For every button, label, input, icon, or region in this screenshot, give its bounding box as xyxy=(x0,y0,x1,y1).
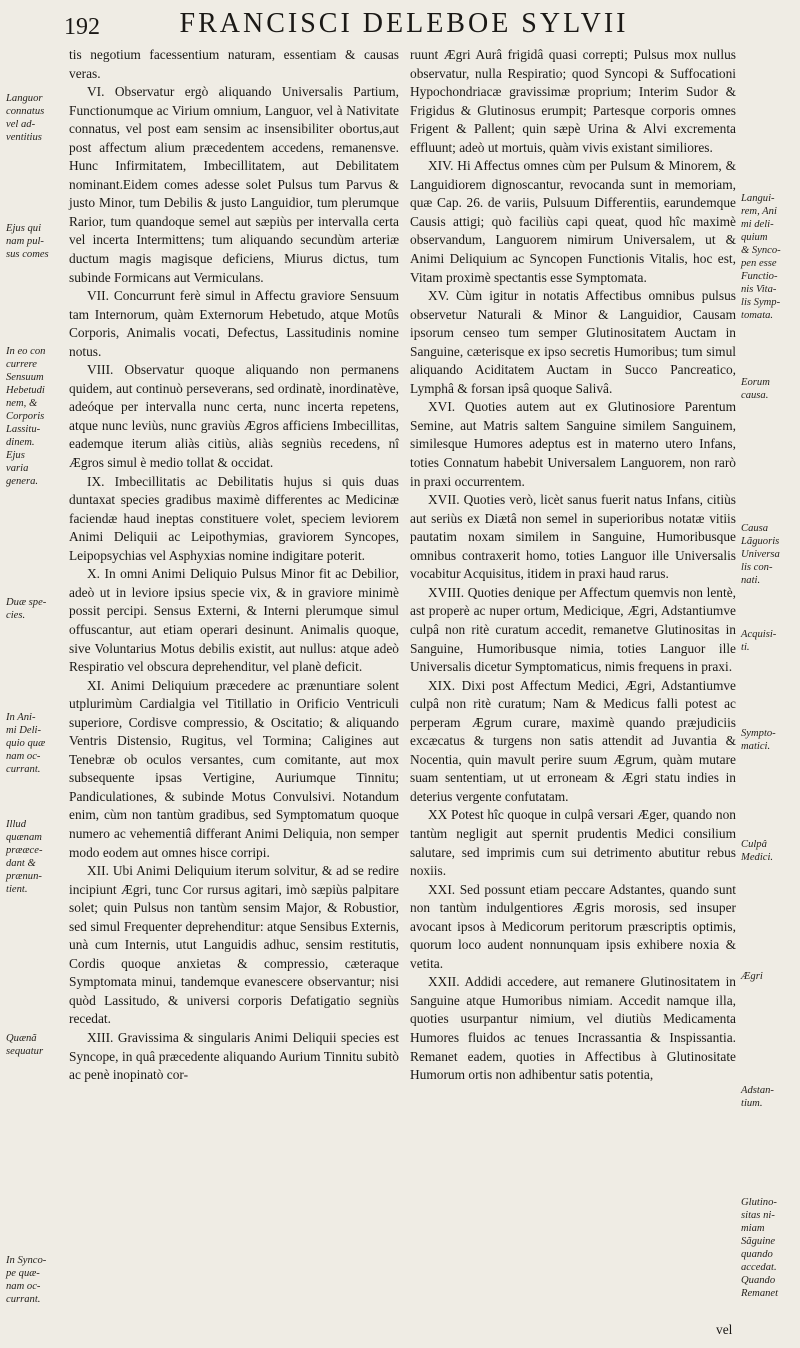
margin-note: Eorum causa. xyxy=(741,377,770,401)
catchword: vel xyxy=(716,1322,733,1337)
paragraph: XIV. Hi Affectus omnes cùm per Pulsum & Minorem, & Languidiorem dignoscantur, revocanda sunt in memoriam, quæ Cap. 26. de variis, Pulsuum Differentiis, earundemque Causis attigi; quò faciliùs capi queat, quod hîc maximè observandum, Languorem nimirum Universalem, ut & Animi Deliquium ac Syncopen Functionis Vitalis, hoc est, Vitam proximè spectantis esse Symptomata. xyxy=(410,158,736,285)
paragraph: XVIII. Quoties denique per Affectum quemvis non lentè, ast properè ac nuper ortum, Medicique, Ægri, Adstantiumve culpâ non ritè curatum accedit, remanetve Glutinositas in Sanguine, Humoribusque nimia, toties Languor ille Universalis dicetur Symptomaticus, nimis frequens in praxi. xyxy=(410,584,736,675)
margin-note: Glutino- sitas ni- miam Sãguine quando accedat. Quando Remanet xyxy=(741,1197,779,1299)
right-text-column xyxy=(410,46,736,1085)
paragraph: X. In omni Animi Deliquio Pulsus Minor fit ac Debilior, adeò ut in leviore ipsius specie vix, & in graviore minimè possit percipi. Sensus Externi, & Interni plerumque simul offuscantur, aut etiam operari desinunt. Animalis quoque, sive Voluntarius Motus debilis existit, aut nullus: atque adeò Respiratio vel obscura deprehenditur, vel planè deficit. xyxy=(69,566,399,675)
margin-note: Culpâ Medici. xyxy=(741,839,774,863)
margin-note: Causa Lãguoris Universa lis con- nati. xyxy=(741,523,780,586)
paragraph: XI. Animi Deliquium præcedere ac prænuntiare solent utplurimùm Cardialgia vel Titillatio in Orificio Ventriculi superiore, Cordisve compressio, & Oscitatio; & aliquando Ventris Distensio, Rugitus, vel Tormina; Caligines aut Tenebræ ob oculos versantes, cum comitante, aut mox subsequente ipsas Vertigine, Auriumque Tinnitu; Pandiculationes, & subinde Motus Convulsivi. Notandum enim, cùm non tantùm gradibus, sed Symptomatum quoque numero ac vehementiâ differant Animi Deliquia, non semper modo eodem aut omnes hisce corripi. xyxy=(69,677,399,860)
page-header xyxy=(0,0,800,52)
margin-note: Sympto- matici. xyxy=(741,728,776,752)
margin-note: In Ani- mi Deli- quio quæ nam oc- currant. xyxy=(6,712,46,775)
margin-note: Acquisi- ti. xyxy=(741,629,777,653)
margin-note: In Synco- pe quæ- nam oc- currant. xyxy=(6,1255,47,1305)
paragraph: XXII. Addidi accedere, aut remanere Glutinositatem in Sanguine atque Humoribus nimiam. Accedit namque illa, quoties usurpantur nimium, vel diutiùs Medicamenta Humores fluidos ac tenues Incrassantia & Inspissantia. Remanet eadem, quoties in Affectibus à Glutinositate Humorum ortis non adhibentur satis potentia, xyxy=(410,974,736,1083)
paragraph: XX Potest hîc quoque in culpâ versari Æger, quando non tantùm negligit aut spernit prudentis Medici consilium salutare, sed imprimis cum sui detrimento abutitur rebus noxiis. xyxy=(410,807,736,879)
margin-note: Languor connatus vel ad- ventitius xyxy=(6,93,45,143)
running-title: FRANCISCI DELEBOE SYLVII xyxy=(179,8,629,39)
paragraph: VI. Observatur ergò aliquando Universalis Partium, Functionumque ac Virium omnium, Languor, vel à Nativitate connatus, vel post eam sensim ac insensibiliter obortus,aut post affectum alium præcedentem accedens, remanensve. Hunc Infirmitatem, Imbecillitatem, aut Debilitatem nominant.Eidem comes adesse solet Pulsus tum Parvus & justo Minor, tum Debilis & justo Languidior, tum plerumque Rarior, tum quandoque semel aut sæpiùs per intervalla certa vel incerta Intermittens; tum aliquando secundùm arteriæ ductum magis magisque deficiens, Miurus dictus, tum subinde Formicans aut Vermiculans. xyxy=(69,84,399,285)
margin-note: Adstan- tium. xyxy=(741,1085,774,1109)
paragraph: ruunt Ægri Aurâ frigidâ quasi correpti; Pulsus mox nullus observatur, nulla Respiratio; quod Syncopi & Suffocationi Hypochondriacæ gravissimæ proprium; Interim Sudor & Frigidus & Glutinosus erumpit; Partesque corporis omnes Frigent & Pallent; quin sæpè Urina & Alvi excrementa effluunt; adeò ut mortuis, quàm vivis existant similiores. xyxy=(410,47,736,155)
margin-note: Illud quænam prææce- dant & prænun- tient. xyxy=(6,819,43,895)
paragraph: XXI. Sed possunt etiam peccare Adstantes, quando sunt non tantùm indulgentiores Ægris morosis, sed insuper avocant ipsos à Medicorum peritorum præscriptis optimis, quorum loco audent nonnunquam ipsis exhibere noxia & vetita. xyxy=(410,881,736,971)
paragraph: XVII. Quoties verò, licèt sanus fuerit natus Infans, citiùs aut seriùs ex Diætâ non semel in superioribus notatæ vitiis pautatim noxam similem in Sanguine, Humoribusque omnibus contraxerit homo, toties Languor ille Universalis vocabitur Acquisitus, itidem in praxi haud rarus. xyxy=(410,492,736,582)
paragraph: XVI. Quoties autem aut ex Glutinosiore Parentum Semine, aut Matris saltem Sanguine similem Sanguinem, similesque Humores adeptus est in materno utero Infans, toties Connatum habebit Universalem Languorem, non rarò in praxi occurrentem. xyxy=(410,399,736,489)
margin-note: Ejus qui nam pul- sus comes xyxy=(6,223,49,260)
margin-note: Ægri xyxy=(741,971,763,982)
paragraph: XV. Cùm igitur in notatis Affectibus omnibus pulsus observetur Naturali & Minor & Languidior, Causam ipsorum censeo tum semper Glutinositatem Auctam in Sanguine, cæterisque ex ipso secretis Humoribus; tum simul aliquando Aciditatem Auctam in Succo Pancreatico, Lymphâ & forsan ipsâ quoque Salivâ. xyxy=(410,288,736,396)
margin-note: Langui- rem, Ani mi deli- quium & Synco- pen esse Functio- nis Vita- lis Symp- tomata. xyxy=(741,193,781,321)
margin-note: Quænã sequatur xyxy=(6,1033,44,1057)
paragraph: IX. Imbecillitatis ac Debilitatis hujus si quis duas duntaxat species gradibus maximè differentes ac Medicinæ faciendæ haud ineptas constituere volet, speciem leviorem Animi Deliquii ac Leipothymias, graviorem Syncopes, Leipopsychias vel Asphyxias nomine indigitare poterit. xyxy=(69,473,399,563)
paragraph: XIX. Dixi post Affectum Medici, Ægri, Adstantiumve culpâ non ritè curatum; Nam & Medicus falli potest ac perperam Ægrum curare, maximè quando præjudiciis excæcatus & turgens non satis attendit ad Juvantia & Nocentia, quin mavult perire suum Ægrum, quàm mutare suam sententiam, ut ut erroneam & Ægri statu indies in deterius vergente confutatam. xyxy=(410,677,736,804)
paragraph: XII. Ubi Animi Deliquium iterum solvitur, & ad se redire incipiunt Ægri, tunc Cor rursus agitari, imò sæpiùs palpitare solet; quin Pulsus non tantùm sensim Major, & Robustior, sed simul Frequenter deprehenditur: atque Sensibus Externis, unà cum Internis, utut Languidis adhuc, sensim restitutis, Cordis quoque anxietas & compressio, cæteraque Symptomata minui, tandemque evanescere observantur; nisi quòd Lassitudo, & universi corporis Defatigatio segniùs recedat. xyxy=(69,863,399,1027)
margin-note: Duæ spe- cies. xyxy=(6,597,47,621)
margin-note: In eo con currere Sensuum Hebetudi nem, & Corporis Lassitu- dinem. Ejus varia genera. xyxy=(6,346,46,487)
paragraph: XIII. Gravissima & singularis Animi Deliquii species est Syncope, in quâ præcedente aliquando Aurium Tinnitu subitò ac penè inopinatò cor- xyxy=(69,1029,399,1083)
paragraph: tis negotium facessentium naturam, essentiam & causas veras. xyxy=(69,47,399,81)
paragraph: VII. Concurrunt ferè simul in Affectu graviore Sensuum tam Internorum, quàm Externorum Hebetudo, atque Motûs Corporis, Animalis vocati, Defectus, Lassitudinis nomine notus. xyxy=(69,288,399,359)
paragraph: VIII. Observatur quoque aliquando non permanens quidem, aut continuò perseverans, sed ordinatè, inordinatève, adeóque per intervalla nunc certa, nunc incerta repetens, atque nunc leviùs, nunc graviùs Ægros afficiens Imbecillitas, eademque iterum aliàs citiùs, aliàs segniùs recedens, nî Ægros simul è medio tollat & occidat. xyxy=(69,362,399,471)
page-number: 192 xyxy=(64,14,100,40)
left-text-column xyxy=(69,46,399,1085)
